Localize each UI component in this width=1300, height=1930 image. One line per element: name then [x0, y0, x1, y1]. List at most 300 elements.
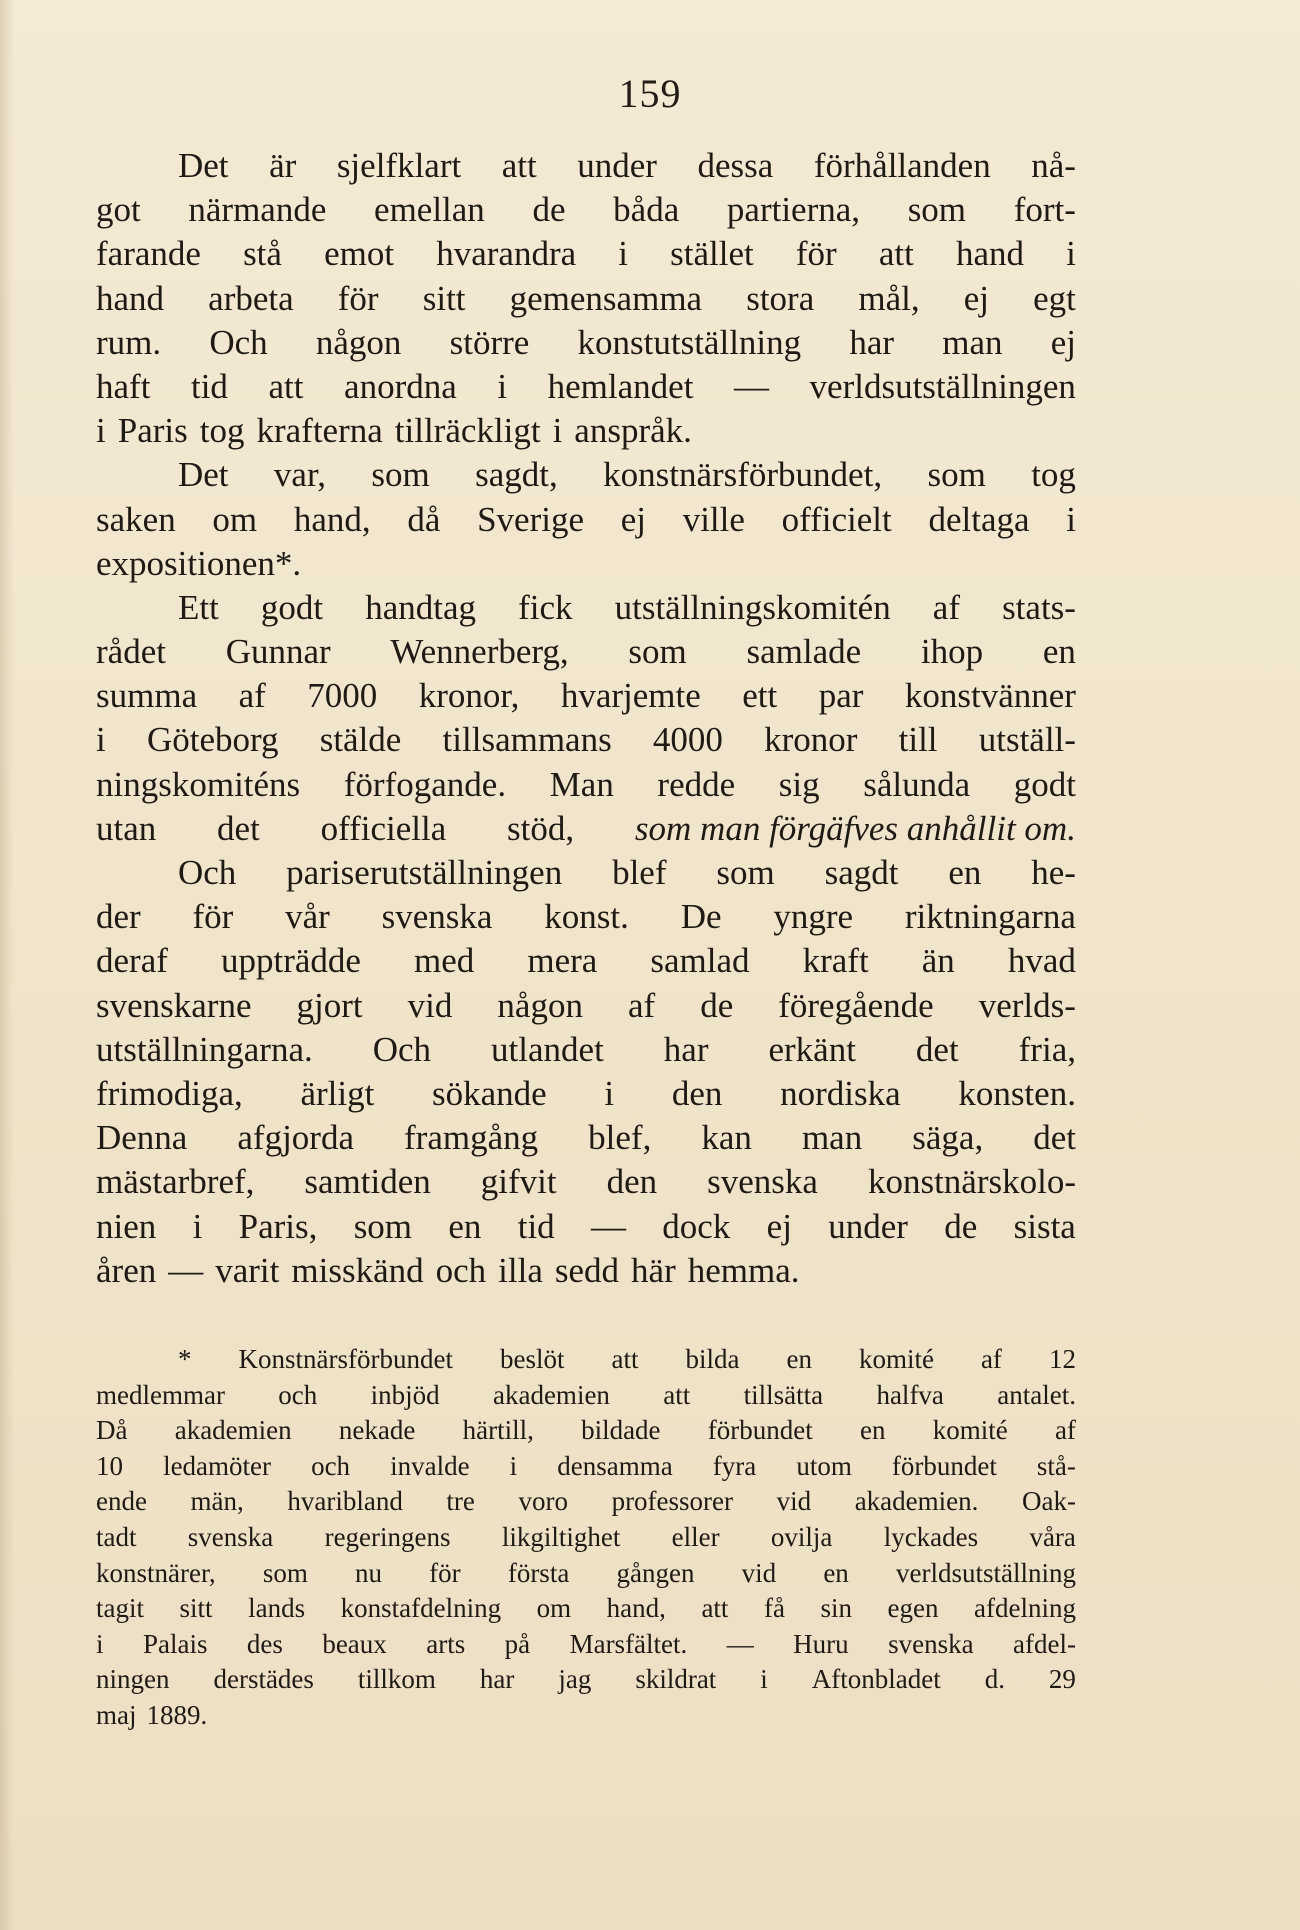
word: pariserutställningen	[286, 853, 563, 892]
word: ville	[682, 499, 745, 539]
word: Och	[209, 322, 268, 362]
word: regeringens	[324, 1521, 451, 1552]
word: man	[942, 322, 1003, 362]
word: konstafdelning	[340, 1593, 502, 1624]
word: halfva	[876, 1379, 944, 1410]
word: lands	[248, 1593, 306, 1624]
word: hand,	[606, 1593, 666, 1624]
word: och	[311, 1450, 351, 1481]
footnote-line	[96, 1520, 1076, 1556]
word: säga,	[912, 1118, 984, 1158]
word: beslöt	[499, 1344, 565, 1374]
word: fick	[518, 587, 573, 627]
word: Paris	[117, 411, 188, 451]
word: en	[448, 1206, 482, 1246]
word: som	[371, 455, 430, 495]
word: 7000	[307, 676, 378, 716]
word: bilda	[685, 1344, 740, 1374]
word: redde	[657, 764, 736, 804]
word: sista	[1013, 1206, 1076, 1246]
word: officielt	[781, 499, 892, 539]
word: gången	[616, 1557, 695, 1588]
text-line	[96, 277, 1076, 321]
word: ej	[1050, 322, 1076, 362]
word: afdelning	[974, 1593, 1076, 1624]
word: gjort	[296, 985, 363, 1025]
word: till	[898, 720, 938, 760]
word: Då	[96, 1415, 128, 1446]
text-line	[96, 1072, 1076, 1116]
text-line	[96, 807, 1076, 851]
main-text	[96, 144, 1076, 1293]
word: got	[96, 190, 141, 230]
word: blef,	[588, 1118, 652, 1158]
word: om	[536, 1593, 572, 1624]
word: som	[716, 853, 775, 892]
word: hand,	[293, 499, 371, 539]
word: i	[1066, 234, 1076, 274]
word: bildade	[581, 1415, 661, 1446]
word: sitt	[179, 1593, 213, 1624]
text-line	[96, 1205, 1076, 1249]
word: godt	[1013, 764, 1076, 804]
word: i	[618, 234, 629, 274]
word: par	[818, 676, 864, 716]
word: hvarandra	[436, 234, 577, 274]
word: Konstnärsförbundet	[238, 1344, 453, 1374]
word: stället	[670, 234, 754, 274]
word: ningen	[96, 1664, 170, 1695]
word: utställ-	[978, 720, 1076, 760]
text-line	[96, 763, 1076, 807]
word: svenska	[187, 1521, 274, 1552]
footnote-line	[96, 1698, 1076, 1734]
word: för	[429, 1557, 461, 1588]
word: fyra	[712, 1450, 757, 1481]
word: emellan	[374, 190, 485, 230]
word: saken	[96, 499, 176, 539]
word: tillkom	[357, 1664, 436, 1695]
word: uppträdde	[220, 941, 361, 981]
word: d.	[984, 1664, 1005, 1695]
word: som man förgäfves anhållit om.	[634, 808, 1076, 848]
word: någon	[497, 985, 583, 1025]
word: dessa	[697, 146, 774, 185]
word: dock	[662, 1206, 731, 1246]
word: med	[414, 941, 475, 981]
word: att	[611, 1344, 639, 1374]
word: utställningskomitén	[614, 587, 891, 627]
word: framgång	[404, 1118, 539, 1158]
text-line	[96, 1116, 1076, 1160]
word: kronor	[764, 720, 858, 760]
word: ledamöter	[163, 1450, 272, 1481]
word: för	[337, 278, 379, 318]
word: sagdt,	[475, 455, 558, 495]
word: utställningarna.	[96, 1029, 313, 1069]
word: samlad	[650, 941, 750, 981]
word: än	[921, 941, 955, 981]
word: stats-	[1002, 587, 1076, 627]
word: i	[96, 720, 106, 760]
word: den	[671, 1073, 723, 1113]
word: i	[1066, 499, 1076, 539]
text-line	[96, 718, 1076, 762]
word: af	[238, 676, 266, 716]
word: tog	[1031, 455, 1076, 495]
word: —	[168, 1250, 204, 1290]
word: De	[680, 897, 722, 937]
word: Sverige	[477, 499, 585, 539]
text-line	[96, 939, 1076, 983]
word: en	[948, 853, 982, 892]
word: sedd	[554, 1250, 620, 1290]
word: komité	[932, 1415, 1008, 1446]
word: yngre	[773, 897, 854, 937]
word: sig	[778, 764, 820, 804]
word: he-	[1031, 853, 1076, 892]
word: stora	[746, 278, 815, 318]
word: större	[449, 322, 530, 362]
word: varit	[215, 1250, 280, 1290]
word: i	[192, 1206, 203, 1246]
word: arts	[426, 1628, 466, 1659]
word: verlds-	[978, 985, 1076, 1025]
word: utlandet	[491, 1029, 604, 1069]
word: tog	[199, 411, 245, 451]
word: ihop	[920, 632, 984, 672]
word: för	[192, 897, 234, 937]
word: likgiltighet	[501, 1521, 621, 1552]
word: fria,	[1018, 1029, 1076, 1069]
word: egen	[887, 1593, 939, 1624]
word: förhållanden	[813, 146, 991, 185]
word: att	[501, 146, 537, 185]
word: våra	[1029, 1521, 1076, 1552]
word: derstädes	[213, 1664, 314, 1695]
word: maj	[96, 1699, 137, 1730]
word: tagit	[96, 1593, 144, 1624]
word: svenska	[707, 1162, 818, 1202]
word: sin	[820, 1593, 852, 1624]
word: expositionen*.	[96, 543, 302, 583]
word: hemlandet	[547, 366, 694, 406]
text-line	[96, 188, 1076, 232]
footnote-line	[96, 1627, 1076, 1663]
word: svenskarne	[96, 985, 252, 1025]
word: partierna,	[726, 190, 861, 230]
word: i	[497, 366, 508, 406]
word: 12	[1048, 1344, 1076, 1374]
word: åren	[96, 1250, 157, 1290]
word: tid	[517, 1206, 555, 1246]
word: sagdt	[824, 853, 899, 892]
word: det	[217, 808, 260, 848]
word: i	[760, 1664, 768, 1695]
word: invalde	[390, 1450, 470, 1481]
word: att	[268, 366, 304, 406]
page-edge-shadow	[0, 0, 14, 1930]
word: här	[631, 1250, 676, 1290]
word: kronor,	[418, 676, 520, 716]
word: Och	[372, 1029, 432, 1069]
word: har	[479, 1664, 515, 1695]
word: nordiska	[780, 1073, 901, 1113]
word: vår	[285, 897, 330, 937]
word: samlade	[746, 632, 862, 672]
word: Paris,	[238, 1206, 318, 1246]
word: gemensamma	[509, 278, 703, 318]
word: Och	[178, 853, 237, 892]
word: af	[932, 587, 960, 627]
text-line	[96, 1028, 1076, 1072]
word: nu	[355, 1557, 382, 1588]
word: Göteborg	[146, 720, 279, 760]
word: Palais	[142, 1628, 208, 1659]
word: närmande	[188, 190, 327, 230]
word: att	[878, 234, 914, 274]
text-line	[96, 409, 1076, 453]
word: förbundet	[891, 1450, 997, 1481]
word: —	[733, 366, 769, 406]
word: haft	[96, 366, 151, 406]
word: anordna	[344, 366, 457, 406]
word: Gunnar	[225, 632, 331, 672]
word: i	[552, 411, 563, 451]
word: summa	[96, 676, 198, 716]
word: någon	[315, 322, 402, 362]
text-line	[96, 1249, 1076, 1293]
word: der	[96, 897, 141, 937]
text-line	[96, 586, 1076, 630]
word: förfogande.	[343, 764, 507, 804]
word: konstnärskolo-	[867, 1162, 1076, 1202]
footnote	[96, 1342, 1076, 1734]
footnote-line	[96, 1449, 1076, 1485]
word: akademien	[492, 1379, 610, 1410]
word: härtill,	[462, 1415, 534, 1446]
word: den	[606, 1162, 658, 1202]
word: en	[859, 1415, 886, 1446]
word: voro	[518, 1486, 568, 1517]
word: en	[823, 1557, 849, 1588]
word: var,	[273, 455, 326, 495]
word: hvaribland	[287, 1486, 403, 1517]
word: Det	[178, 146, 229, 185]
footnote-line	[96, 1662, 1076, 1698]
word: Wennerberg,	[390, 632, 569, 672]
word: des	[246, 1628, 283, 1659]
text-line	[96, 542, 1076, 586]
word: ett	[742, 676, 778, 716]
word: *	[178, 1344, 192, 1374]
word: hvarjemte	[560, 676, 701, 716]
word: mera	[527, 941, 598, 981]
word: kraft	[802, 941, 869, 981]
word: Oak-	[1021, 1486, 1076, 1517]
word: i	[96, 411, 106, 451]
word: 29	[1048, 1664, 1076, 1695]
text-line	[96, 1160, 1076, 1204]
word: 10	[96, 1450, 123, 1481]
footnote-line	[96, 1413, 1076, 1449]
word: en	[1042, 632, 1076, 672]
word: deltaga	[928, 499, 1030, 539]
footnote-line	[96, 1556, 1076, 1592]
word: ende	[96, 1486, 147, 1517]
word: anspråk.	[574, 411, 692, 451]
footnote-line	[96, 1591, 1076, 1627]
word: och	[435, 1250, 487, 1290]
text-line	[96, 851, 1076, 895]
word: att	[663, 1379, 691, 1410]
word: som	[628, 632, 687, 672]
word: tre	[446, 1486, 475, 1517]
word: kan	[701, 1118, 752, 1158]
text-line	[96, 321, 1076, 365]
word: under	[828, 1206, 908, 1246]
word: samtiden	[304, 1162, 431, 1202]
word: emot	[324, 234, 395, 274]
word: afdel-	[1013, 1628, 1076, 1659]
page-number: 159	[618, 71, 682, 116]
footnote-line	[96, 1378, 1076, 1414]
word: skildrat	[635, 1664, 717, 1695]
word: de	[532, 190, 566, 230]
word: de	[944, 1206, 978, 1246]
text-line	[96, 498, 1076, 542]
word: i	[604, 1073, 615, 1113]
word: beaux	[322, 1628, 387, 1659]
word: medlemmar	[96, 1379, 225, 1410]
word: har	[663, 1029, 709, 1069]
word: under	[577, 146, 657, 185]
word: illa	[498, 1250, 543, 1290]
text-line	[96, 365, 1076, 409]
word: gifvit	[480, 1162, 557, 1202]
word: —	[590, 1206, 626, 1246]
word: vid	[407, 985, 453, 1025]
word: förbundet	[707, 1415, 813, 1446]
word: män,	[190, 1486, 244, 1517]
word: om	[212, 499, 258, 539]
word: stå	[243, 234, 282, 274]
word: vid	[741, 1557, 777, 1588]
word: svenska	[888, 1628, 974, 1659]
word: hand	[96, 278, 165, 318]
word: verldsutställningen	[809, 366, 1076, 406]
word: då	[407, 499, 441, 539]
word: Marsfältet.	[569, 1628, 688, 1659]
word: tillräckligt	[394, 411, 541, 451]
word: densamma	[557, 1450, 673, 1481]
word: konsten.	[958, 1073, 1076, 1113]
word: nå-	[1031, 146, 1076, 185]
word: Huru	[793, 1628, 849, 1659]
word: lyckades	[883, 1521, 979, 1552]
word: ej	[766, 1206, 792, 1246]
word: af	[627, 985, 656, 1025]
word: sjelfklart	[336, 146, 462, 185]
footnote-line	[96, 1342, 1076, 1378]
word: att	[701, 1593, 729, 1624]
word: man	[801, 1118, 863, 1158]
word: fort-	[1013, 190, 1076, 230]
word: hemma.	[687, 1250, 800, 1290]
word: Denna	[96, 1118, 188, 1158]
word: en	[786, 1344, 812, 1374]
word: afgjorda	[237, 1118, 354, 1158]
word: af	[980, 1344, 1002, 1374]
word: första	[507, 1557, 570, 1588]
word: —	[726, 1628, 754, 1659]
word: Aftonbladet	[811, 1664, 941, 1695]
word: konstvänner	[904, 676, 1076, 716]
word: rådet	[96, 632, 166, 672]
word: 4000	[652, 720, 723, 760]
word: som	[262, 1557, 308, 1588]
word: ovilja	[770, 1521, 833, 1552]
word: i	[96, 1628, 104, 1659]
word: eller	[671, 1521, 720, 1552]
word: farande	[96, 234, 201, 274]
word: sålunda	[863, 764, 971, 804]
word: verldsutställning	[895, 1557, 1076, 1588]
word: akademien	[174, 1415, 292, 1446]
word: i	[509, 1450, 518, 1481]
word: stälde	[319, 720, 402, 760]
word: professorer	[611, 1486, 734, 1517]
word: ej	[963, 278, 989, 318]
word: arbeta	[208, 278, 294, 318]
word: och	[278, 1379, 318, 1410]
word: inbjöd	[370, 1379, 440, 1410]
word: jag	[558, 1664, 592, 1695]
word: sökande	[432, 1073, 547, 1113]
word: stå-	[1036, 1450, 1076, 1481]
word: svenska	[381, 897, 493, 937]
word: på	[504, 1628, 531, 1659]
word: det	[915, 1029, 959, 1069]
word: det	[1033, 1118, 1076, 1158]
word: har	[849, 322, 895, 362]
word: antalet.	[997, 1379, 1076, 1410]
word: mål,	[858, 278, 920, 318]
word: tillsammans	[442, 720, 612, 760]
text-line	[96, 984, 1076, 1028]
word: blef	[612, 853, 667, 892]
text-line	[96, 674, 1076, 718]
word: frimodiga,	[96, 1073, 243, 1113]
text-line	[96, 453, 1076, 497]
word: stöd,	[507, 808, 575, 848]
word: föregående	[778, 985, 934, 1025]
word: 1889.	[146, 1699, 208, 1730]
word: deraf	[96, 941, 168, 981]
word: handtag	[365, 587, 477, 627]
word: af	[1054, 1415, 1076, 1446]
word: godt	[260, 587, 324, 627]
word: riktningarna	[904, 897, 1076, 937]
word: vid	[776, 1486, 812, 1517]
word: de	[700, 985, 734, 1025]
word: utan	[96, 808, 157, 848]
word: som	[907, 190, 967, 230]
word: ej	[620, 499, 646, 539]
word: konst.	[544, 897, 629, 937]
text-line	[96, 144, 1076, 188]
text-line	[96, 630, 1076, 674]
